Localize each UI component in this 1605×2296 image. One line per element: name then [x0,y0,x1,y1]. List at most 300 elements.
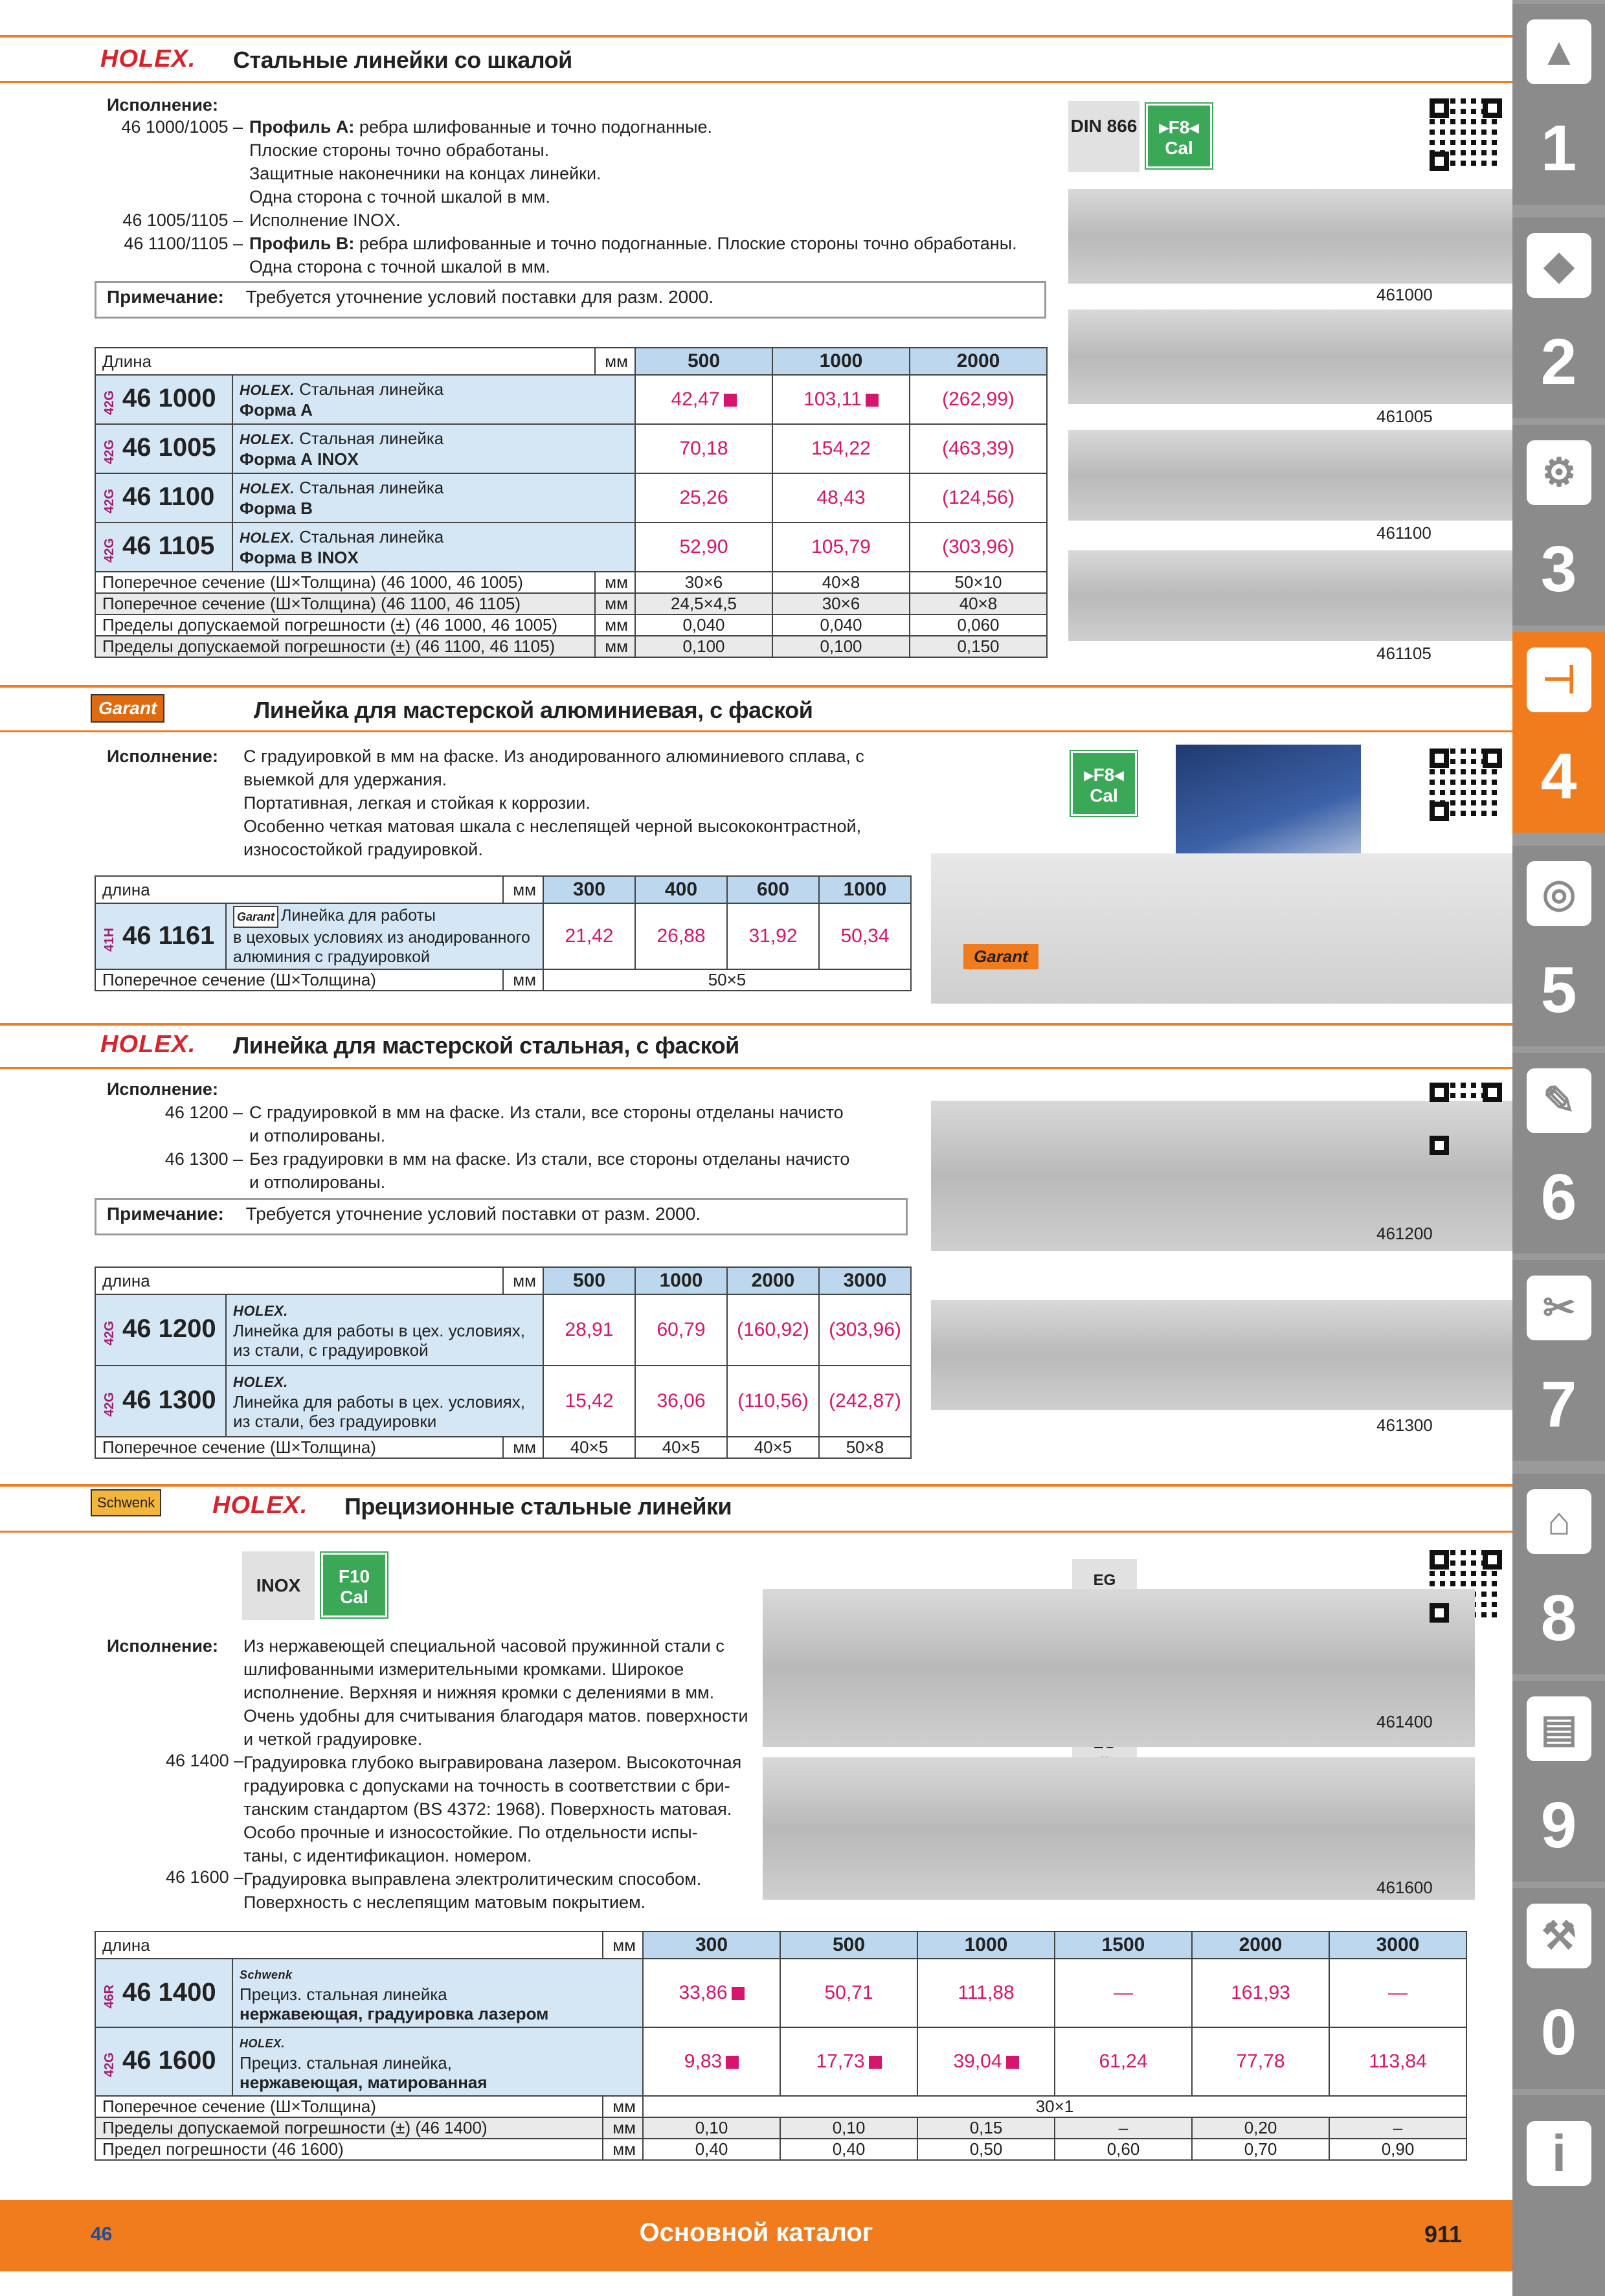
text-line: шлифованными измерительными кромками. Широкое [243,1660,684,1679]
execution-text: и отполированы. [249,1173,386,1192]
article-number [95,1294,226,1366]
spec-value: 0,100 [635,636,772,657]
product-name-line: из стали, без градуировки [233,1412,437,1431]
price-cell [635,523,772,572]
price-cell: 50,34 [819,903,911,969]
execution-text-1400 [243,1751,741,1867]
product-name-line: Линейка для работы в цех. условиях, [233,1392,525,1412]
execution-lines [107,115,1017,278]
execution-text: Защитные наконечники на концах линейки. [249,164,601,183]
chapter-icon: ◆ [1527,233,1591,298]
chapter-tab-3[interactable] [1512,425,1605,625]
item-code-label: 46 1100/1105 – [124,234,243,253]
section-divider [0,1067,1512,1069]
image-caption: 461000 [1376,285,1433,304]
image-caption: 461105 [1376,644,1431,663]
text-line: танским стандартом (BS 4372: 1968). Поверхность матовая. [243,1799,732,1819]
holex-logo: HOLEX. [100,1031,196,1058]
stock-marker-icon [726,2056,739,2069]
item-code-label [107,255,249,278]
execution-text: Плоские стороны точно обработаны. [249,141,550,160]
text-line: градуировка с допусками на точность в соответствии с бри- [243,1776,730,1795]
spec-value: 0,10 [780,2117,917,2139]
chapter-number: 3 [1540,533,1577,605]
spec-value: 0,060 [910,614,1047,636]
brand-mark: HOLEX. [233,1303,288,1319]
item-code-label: 46 1000/1005 – [121,117,243,137]
price-cell: (110,56) [727,1366,819,1437]
chapter-number: 0 [1540,1996,1577,2069]
chapter-tab-8[interactable] [1512,1474,1605,1674]
price-value: 25,26 [679,487,728,508]
note-box [95,1198,908,1235]
price-table [95,1266,912,1459]
chapter-sidebar [1512,0,1605,2271]
spec-value: 0,90 [1329,2139,1466,2160]
spec-unit: мм [603,2139,643,2160]
spec-value: 40×5 [543,1437,635,1458]
execution-label: Исполнение: [107,747,218,766]
spec-value: – [1329,2117,1466,2139]
execution-text: Профиль B: ребра шлифованные и точно подогнанные. Плоские стороны точно обработаны. [249,234,1017,253]
article-code: 46 1100 [122,482,215,512]
price-cell: (242,87) [819,1366,911,1437]
spec-value: 0,150 [910,636,1047,657]
article-number [95,523,232,572]
price-table [95,1931,1467,2161]
qr-code[interactable] [1430,98,1502,171]
chapter-number: 5 [1540,954,1577,1026]
spec-unit: мм [595,593,635,614]
price-cell [772,375,910,424]
execution-label: Исполнение: [107,1636,218,1656]
product-name-line: алюминия с градуировкой [233,948,430,966]
steel-ruler-image [931,1300,1512,1410]
product-description [226,903,543,969]
page-number-left: 46 [91,2223,113,2245]
execution-text [243,745,864,861]
product-description [232,473,635,523]
price-cell [1192,1959,1329,2027]
price-value: 17,73 [816,2051,865,2072]
ruler-brand-print: Garant [963,944,1038,969]
spec-value: 24,5×4,5 [635,593,772,614]
item-code-label: 46 1005/1105 – [122,210,243,230]
schwenk-logo: Schwenk [91,1489,161,1516]
chapter-tab-7[interactable] [1512,1260,1605,1461]
brand-mark: HOLEX. [240,382,295,398]
spec-value: 0,10 [643,2117,780,2139]
execution-line [107,208,1017,232]
spec-value: 40×8 [910,593,1047,614]
execution-text: Профиль A: ребра шлифованные и точно подогнанные. [249,117,713,137]
text-line: Очень удобны для считывания благодаря матов. поверхности [243,1706,748,1726]
product-name-line: из стали, с градуировкой [233,1340,429,1360]
ruler-closeup-image [1176,745,1361,865]
product-name: Прециз. стальная линейка [240,1984,447,2004]
chapter-number: 4 [1540,740,1577,813]
column-header-size: 600 [727,876,819,903]
spec-value: 0,40 [780,2139,917,2160]
spec-unit: мм [503,1437,543,1458]
chapter-number: 8 [1540,1582,1577,1654]
execution-lines [107,1101,849,1194]
execution-text: Без градуировки в мм на фаске. Из стали, все стороны отделаны начисто [249,1149,850,1169]
brand-mark: Schwenk [240,1968,293,1981]
image-caption: 461200 [1376,1224,1433,1243]
product-row[interactable] [95,1959,1466,2027]
price-value: 50,71 [824,1982,873,2003]
price-value: 61,24 [1099,2051,1148,2072]
spec-label: Поперечное сечение (Ш×Толщина) (46 1100, 46 1105) [95,593,595,614]
product-variant: нержавеющая, матированная [240,2072,488,2092]
price-cell [1329,1959,1466,2027]
inox-badge: INOX [242,1551,315,1620]
product-description [232,424,635,473]
brand-mark: HOLEX. [240,530,295,546]
bold-text: Профиль A: [249,117,355,137]
spec-value: 50×5 [543,969,911,991]
price-value: 154,22 [811,438,871,459]
product-row[interactable] [95,1366,911,1437]
price-cell: 31,92 [727,903,819,969]
precision-ruler-image [763,1589,1475,1747]
chapter-tab-i[interactable] [1512,2095,1605,2296]
spec-label: Пределы допускаемой погрешности (±) (46 1400) [95,2117,603,2139]
item-code-label [107,185,249,208]
brand-mark: HOLEX. [240,2036,286,2050]
product-name-line: Линейка для работы в цех. условиях, [233,1321,525,1340]
column-header-unit: мм [503,876,543,903]
article-code: 46 1161 [122,921,215,950]
bold-text: Профиль B: [249,234,355,253]
spec-label: Поперечное сечение (Ш×Толщина) (46 1000, 46 1005) [95,572,595,593]
ruler-image [1068,310,1512,404]
price-value: 70,18 [679,438,728,459]
price-cell [635,473,772,523]
text-line: таны, с идентификацион. номером. [243,1846,532,1865]
section-divider [0,35,1512,38]
item-code-label [107,1124,249,1147]
spec-unit: мм [603,2117,643,2139]
spec-row [95,2117,1466,2139]
price-value: 52,90 [679,536,728,557]
note-box [95,281,1046,319]
execution-line [107,255,1017,278]
product-row[interactable] [95,1294,911,1366]
price-cell [910,424,1047,473]
column-header-size: 300 [643,1931,780,1959]
spec-value: 0,040 [635,614,772,636]
product-row[interactable] [95,375,1047,424]
spec-value: 0,70 [1192,2139,1329,2160]
f10-cal-badge: F10 Cal [321,1553,387,1617]
price-value: (303,96) [942,536,1015,557]
product-description [232,375,635,424]
execution-line [107,139,1017,162]
spec-value: 0,100 [772,636,910,657]
text-line: Особо прочные и износостойкие. По отдельности испы- [243,1823,698,1842]
article-number [95,473,232,523]
product-variant: Форма А [240,400,313,420]
image-caption: 461005 [1376,407,1433,426]
spec-value: 0,40 [643,2139,780,2160]
chapter-tab-6[interactable] [1512,1053,1605,1254]
price-cell: (303,96) [819,1294,911,1366]
column-header-size: 500 [780,1931,917,1959]
spec-label: Пределы допускаемой погрешности (±) (46 1000, 46 1005) [95,614,595,636]
product-row[interactable] [95,523,1047,572]
price-cell [910,375,1047,424]
product-description [226,1366,543,1437]
product-name: Прециз. стальная линейка, [240,2053,452,2073]
chapter-icon: ▲ [1527,19,1591,84]
spec-label: Поперечное сечение (Ш×Толщина) [95,969,503,991]
price-value: (463,39) [942,438,1015,459]
price-cell [1055,1959,1192,2027]
execution-text: Исполнение INOX. [249,210,401,230]
product-variant: Форма А INOX [240,449,359,469]
section-title: Линейка для мастерской стальная, с фаской [233,1032,739,1059]
ruler-image [1068,430,1512,521]
item-code-label: 46 1600 – [166,1867,244,1887]
chapter-icon: ⊣ [1527,647,1591,712]
section-title: Линейка для мастерской алюминиевая, с фаской [254,697,813,723]
article-number [95,903,226,969]
product-row[interactable] [95,424,1047,473]
column-header-size: 1000 [635,1267,727,1294]
f8-cal-badge: ▸F8◂ Cal [1146,104,1212,168]
chapter-tab-5[interactable] [1512,846,1605,1046]
execution-label: Исполнение: [107,95,218,115]
price-value: (262,99) [942,388,1015,410]
stock-marker-icon [732,1987,745,2000]
group-code: 41H [102,927,117,952]
price-table [95,875,912,991]
spec-unit: мм [595,614,635,636]
column-header-size: 3000 [1329,1931,1466,1959]
chapter-number: 2 [1540,326,1577,398]
stock-marker-icon [869,2056,882,2069]
spec-value: 30×1 [643,2096,1466,2117]
execution-text-1600 [243,1867,701,1914]
product-name-line: Линейка для работы [281,906,436,925]
note-label: Примечание: [107,1204,224,1224]
spec-row [95,593,1047,614]
chapter-number: 9 [1540,1789,1577,1862]
price-cell [910,473,1047,523]
chapter-number: 1 [1540,112,1577,185]
price-value: 39,04 [953,2051,1002,2072]
column-header-size: 2000 [910,348,1047,375]
price-value: 42,47 [671,388,720,410]
chapter-number: 6 [1540,1161,1577,1233]
din-badge: DIN 866 [1068,101,1139,172]
column-header-size: 1000 [819,876,911,903]
chapter-icon: ✂ [1527,1276,1591,1340]
article-code: 46 1000 [122,384,216,413]
article-number [95,424,232,473]
spec-label: Поперечное сечение (Ш×Толщина) [95,2096,603,2117]
image-caption: 461600 [1376,1878,1433,1897]
column-header-unit: мм [603,1931,643,1959]
footer-title: Основной каталог [639,2218,873,2247]
group-code: 42G [102,2052,117,2077]
section-divider [0,685,1512,688]
spec-label: Пределы допускаемой погрешности (±) (46 1100, 46 1105) [95,636,595,657]
chapter-tab-2[interactable] [1512,218,1605,418]
article-code: 46 1105 [122,532,215,561]
article-number [95,2027,232,2096]
chapter-icon: ◎ [1527,861,1591,926]
chapter-tab-4[interactable] [1512,632,1605,833]
price-cell: 15,42 [543,1366,635,1437]
ruler-image [1068,550,1512,641]
product-name: Стальная линейка [294,478,444,497]
garant-logo: Garant [91,694,164,723]
text-line: Портативная, легкая и стойкая к коррозии. [243,793,590,813]
article-code: 46 1600 [122,2046,216,2075]
price-cell [643,2027,780,2096]
aluminium-ruler-image [931,853,1512,1004]
product-row[interactable] [95,2027,1466,2096]
column-header-unit: мм [503,1267,543,1294]
price-cell: 60,79 [635,1294,727,1366]
text-line: Градуировка выправлена электролитическим способом. [243,1869,702,1889]
column-header-size: 500 [635,348,772,375]
spec-row [95,572,1047,593]
execution-line [107,1101,849,1124]
text-line: С градуировкой в мм на фаске. Из анодированного алюминиевого сплава, с [243,747,864,766]
qr-code[interactable] [1430,748,1502,821]
image-caption: 461300 [1376,1415,1433,1435]
text-line: исполнение. Верхняя и нижняя кромки с делениями в мм. [243,1683,715,1702]
price-cell [1329,2027,1466,2096]
footer [0,2200,1512,2271]
text-line: Из нержавеющей специальной часовой пружинной стали с [243,1636,724,1656]
brand-mark: HOLEX. [240,480,295,497]
brand-mark: HOLEX. [240,431,295,447]
price-cell [772,523,910,572]
execution-text: и отполированы. [249,1126,386,1145]
note-label: Примечание: [107,287,224,307]
product-name: Стальная линейка [294,429,444,448]
brand-mark: HOLEX. [233,1374,288,1390]
price-cell [772,424,910,473]
price-cell [635,424,772,473]
execution-line [107,1171,849,1194]
spec-label: Предел погрешности (46 1600) [95,2139,603,2160]
note-text: Требуется уточнение условий поставки от разм. 2000. [245,1204,701,1224]
spec-unit: мм [595,636,635,657]
chapter-icon: i [1527,2121,1591,2186]
column-header-size: 1000 [917,1931,1055,1959]
spec-row [95,614,1047,636]
product-description [232,523,635,572]
spec-value: 40×5 [635,1437,727,1458]
product-row[interactable] [95,473,1047,523]
text-line: износостойкой градуировкой. [243,840,483,859]
spec-value: 0,20 [1192,2117,1329,2139]
spec-value: 50×10 [910,572,1047,593]
group-code: 42G [102,1320,117,1345]
image-caption: 461100 [1376,523,1431,543]
product-variant: Форма В [240,499,313,518]
spec-value: 40×8 [772,572,910,593]
price-value: — [1388,1982,1408,2003]
stock-marker-icon [866,394,879,407]
price-value: 33,86 [679,1982,728,2003]
stock-marker-icon [1006,2056,1019,2069]
chapter-tab-9[interactable] [1512,1681,1605,1882]
article-code: 46 1005 [122,433,216,462]
execution-line [107,162,1017,185]
price-value: — [1114,1982,1133,2003]
spec-value: 0,60 [1055,2139,1192,2160]
item-code-label: 46 1400 – [166,1751,244,1770]
chapter-tab-1[interactable] [1512,4,1605,205]
column-header-size: 1000 [772,348,910,375]
article-number [95,375,232,424]
execution-line [107,115,1017,139]
column-header-size: 500 [543,1267,635,1294]
product-variant: нержавеющая, градуировка лазером [240,2003,549,2023]
execution-label: Исполнение: [107,1079,218,1099]
execution-line [107,185,1017,208]
column-header-size: 1500 [1055,1931,1192,1959]
group-code: 42G [102,1391,117,1417]
group-code: 42G [102,537,117,563]
price-cell: 36,06 [635,1366,727,1437]
product-name: Стальная линейка [294,527,444,546]
section-divider [0,81,1512,83]
spec-value: 30×6 [635,572,772,593]
spec-label: Поперечное сечение (Ш×Толщина) [95,1437,503,1458]
article-number [95,1366,226,1437]
product-row[interactable] [95,903,911,969]
article-code: 46 1400 [122,1977,216,2007]
article-code: 46 1200 [122,1314,216,1344]
execution-text: Одна сторона с точной шкалой в мм. [249,187,550,207]
section-divider [0,1531,1512,1533]
f8-cal-badge: ▸F8◂ Cal [1071,751,1137,816]
price-cell [780,2027,917,2096]
text-line: выемкой для удержания. [243,770,447,789]
price-cell: (160,92) [727,1294,819,1366]
price-value: 77,78 [1236,2051,1285,2072]
column-header-size: 400 [635,876,727,903]
group-code: 42G [102,390,117,415]
chapter-icon: ▤ [1527,1696,1591,1761]
column-header-length: длина [95,1931,603,1959]
group-code: 42G [102,488,117,513]
price-cell [1192,2027,1329,2096]
page-number-right: 911 [1424,2221,1463,2247]
precision-ruler-image [763,1757,1475,1900]
item-code-label [107,1171,249,1194]
text-line: Градуировка глубоко выгравирована лазером. Высокоточная [243,1753,742,1772]
garant-logo-small: Garant [233,906,278,928]
section-title: Прецизионные стальные линейки [344,1493,732,1520]
section-divider [0,730,1512,732]
price-cell [1055,2027,1192,2096]
chapter-tab-0[interactable] [1512,1888,1605,2089]
article-code: 46 1300 [122,1386,216,1415]
spec-unit: мм [503,969,543,991]
chapter-icon: ⚒ [1527,1904,1591,1968]
product-description [226,1294,543,1366]
price-cell: 21,42 [543,903,635,969]
